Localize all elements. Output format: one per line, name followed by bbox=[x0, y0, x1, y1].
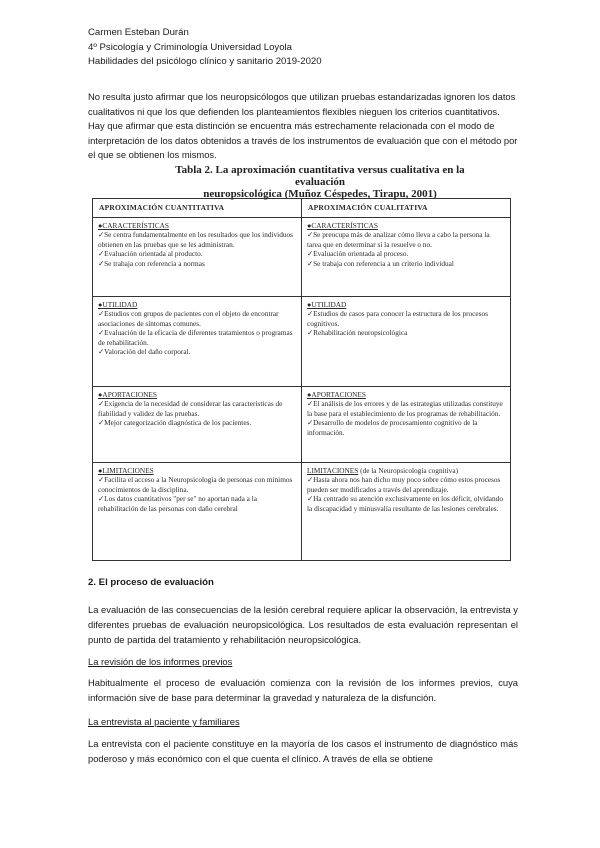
cell-item: ✓ Se preocupa más de analizar cómo lleva a cabo la persona la tarea que en determinar si la resuelve o no. bbox=[307, 230, 505, 249]
cell-heading: ● CARACTERÍSTICAS bbox=[307, 221, 505, 230]
table-title-line1: Tabla 2. La aproximación cuantitativa versus cualitativa en la evaluación bbox=[175, 164, 465, 188]
table-cell bbox=[93, 218, 302, 297]
section-paragraph-1: La evaluación de las consecuencias de la lesión cerebral requiere aplicar la observación, la entrevista y diferentes pruebas de evaluación neuropsicológica. Los resultados de esta evaluación representan el punto de partida del tratamiento y rehabilitación neuropsicológica. bbox=[88, 604, 518, 645]
cell-item: ✓ Los datos cuantitativos "per se" no aportan nada a la rehabilitación de las personas con daño cerebral bbox=[98, 494, 296, 513]
cell-item: ✓ Exigencia de la necesidad de considerar las características de fiabilidad y validez de las pruebas. bbox=[98, 399, 296, 418]
cell-item: ✓ Se trabaja con referencia a normas bbox=[98, 259, 296, 268]
table-cell bbox=[93, 463, 302, 561]
cell-item: ✓ Estudios de casos para conocer la estructura de los procesos cognitivos. bbox=[307, 309, 505, 328]
table-cell bbox=[302, 297, 511, 387]
col-quantitative: APROXIMACIÓN CUANTITATIVA bbox=[93, 199, 302, 218]
table-cell bbox=[93, 297, 302, 387]
cell-item: ✓ Valoración del daño corporal. bbox=[98, 347, 296, 356]
cell-item: ✓ Hasta ahora nos han dicho muy poco sobre cómo estos procesos pueden ser modificados a través del aprendizaje. bbox=[307, 475, 505, 494]
table-cell bbox=[302, 387, 511, 463]
table-row bbox=[93, 218, 511, 297]
subject-line: Habilidades del psicólogo clínico y sanitario 2019-2020 bbox=[88, 56, 322, 67]
table-title bbox=[170, 164, 470, 200]
cell-heading: ● APORTACIONES bbox=[307, 390, 505, 399]
author-name: Carmen Esteban Durán bbox=[88, 27, 189, 38]
course-line: 4º Psicología y Criminología Universidad Loyola bbox=[88, 41, 293, 53]
cell-heading: ● UTILIDAD bbox=[98, 300, 296, 309]
cell-item: ✓ Desarrollo de modelos de procesamiento cognitivo de la información. bbox=[307, 418, 505, 437]
table-cell bbox=[302, 463, 511, 561]
table-row bbox=[93, 387, 511, 463]
subheading-interview: La entrevista al paciente y familiares bbox=[88, 716, 240, 727]
cell-item: ✓ Evaluación orientada al proceso. bbox=[307, 249, 505, 258]
section-paragraph-2: Habitualmente el proceso de evaluación comienza con la revisión de los informes previos, cuya información sive de base para determinar la gravedad y naturaleza de la disfunción. bbox=[88, 677, 518, 703]
cell-heading: ● LIMITACIONES bbox=[98, 466, 296, 475]
page-header bbox=[88, 26, 322, 70]
cell-heading-wrap bbox=[307, 466, 505, 475]
subheading-previous-reports: La revisión de los informes previos bbox=[88, 656, 233, 667]
table-cell bbox=[302, 218, 511, 297]
section-paragraph-3: La entrevista con el paciente constituye en la mayoría de los casos el instrumento de diagnóstico más poderoso y más económico con el que cuenta el clínico. A través de ella se obtiene bbox=[88, 738, 518, 764]
col-qualitative: APROXIMACIÓN CUALITATIVA bbox=[302, 199, 511, 218]
cell-item: ✓ Estudios con grupos de pacientes con el objeto de encontrar asociaciones de síntomas comunes. bbox=[98, 309, 296, 328]
table-header-row bbox=[93, 199, 511, 218]
cell-item: ✓ El análisis de los errores y de las estrategias utilizadas constituye la base para el establecimiento de los programas de rehabilitación. bbox=[307, 399, 505, 418]
cell-item: ✓ Evaluación orientada al producto. bbox=[98, 249, 296, 258]
section-title: 2. El proceso de evaluación bbox=[88, 577, 214, 588]
cell-item: ✓ Facilita el acceso a la Neuropsicología de personas con mínimos conocimientos de la disciplina. bbox=[98, 475, 296, 494]
comparison-table bbox=[92, 198, 511, 561]
cell-item: ✓ Ha centrado su atención exclusivamente en los déficit, olvidando la discapacidad y minusvalía resultante de las lesiones cerebrales. bbox=[307, 494, 505, 513]
cell-item: ✓ Se trabaja con referencia a un criterio individual bbox=[307, 259, 505, 268]
table-cell bbox=[93, 387, 302, 463]
cell-item: ✓ Mejor categorización diagnóstica de los pacientes. bbox=[98, 418, 296, 427]
cell-heading: LIMITACIONES bbox=[307, 466, 359, 475]
cell-item: ✓ Evaluación de la eficacia de diferentes tratamientos o programas de rehabilitación. bbox=[98, 328, 296, 347]
table-title-line2: neuropsicológica (Muñoz Céspedes, Tirapu, 2001) bbox=[203, 188, 437, 200]
intro-paragraph: No resulta justo afirmar que los neuropsicólogos que utilizan pruebas estandarizadas ignoren los datos cualitativos ni que los que defienden los planteamientos flexibles nieguen los criterios cuantitativos. Hay que afirmar que esta distinción se encuentra más estrechamente relacionada con el modo de interpretación de los datos obtenidos a través de los instrumentos de evaluación que con el método por el que se obtienen los mismos. bbox=[88, 91, 518, 161]
cell-heading-extra: (de la Neuropsicología cognitiva) bbox=[358, 466, 459, 475]
table-row bbox=[93, 297, 511, 387]
cell-item: ✓ Se centra fundamentalmente en los resultados que los individuos obtienen en las pruebas que se les administran. bbox=[98, 230, 296, 249]
cell-item: ✓ Rehabilitación neuropsicológica bbox=[307, 328, 505, 337]
cell-heading: ● APORTACIONES bbox=[98, 390, 296, 399]
cell-heading: ● UTILIDAD bbox=[307, 300, 505, 309]
cell-heading: ● CARACTERÍSTICAS bbox=[98, 221, 296, 230]
table-row bbox=[93, 463, 511, 561]
